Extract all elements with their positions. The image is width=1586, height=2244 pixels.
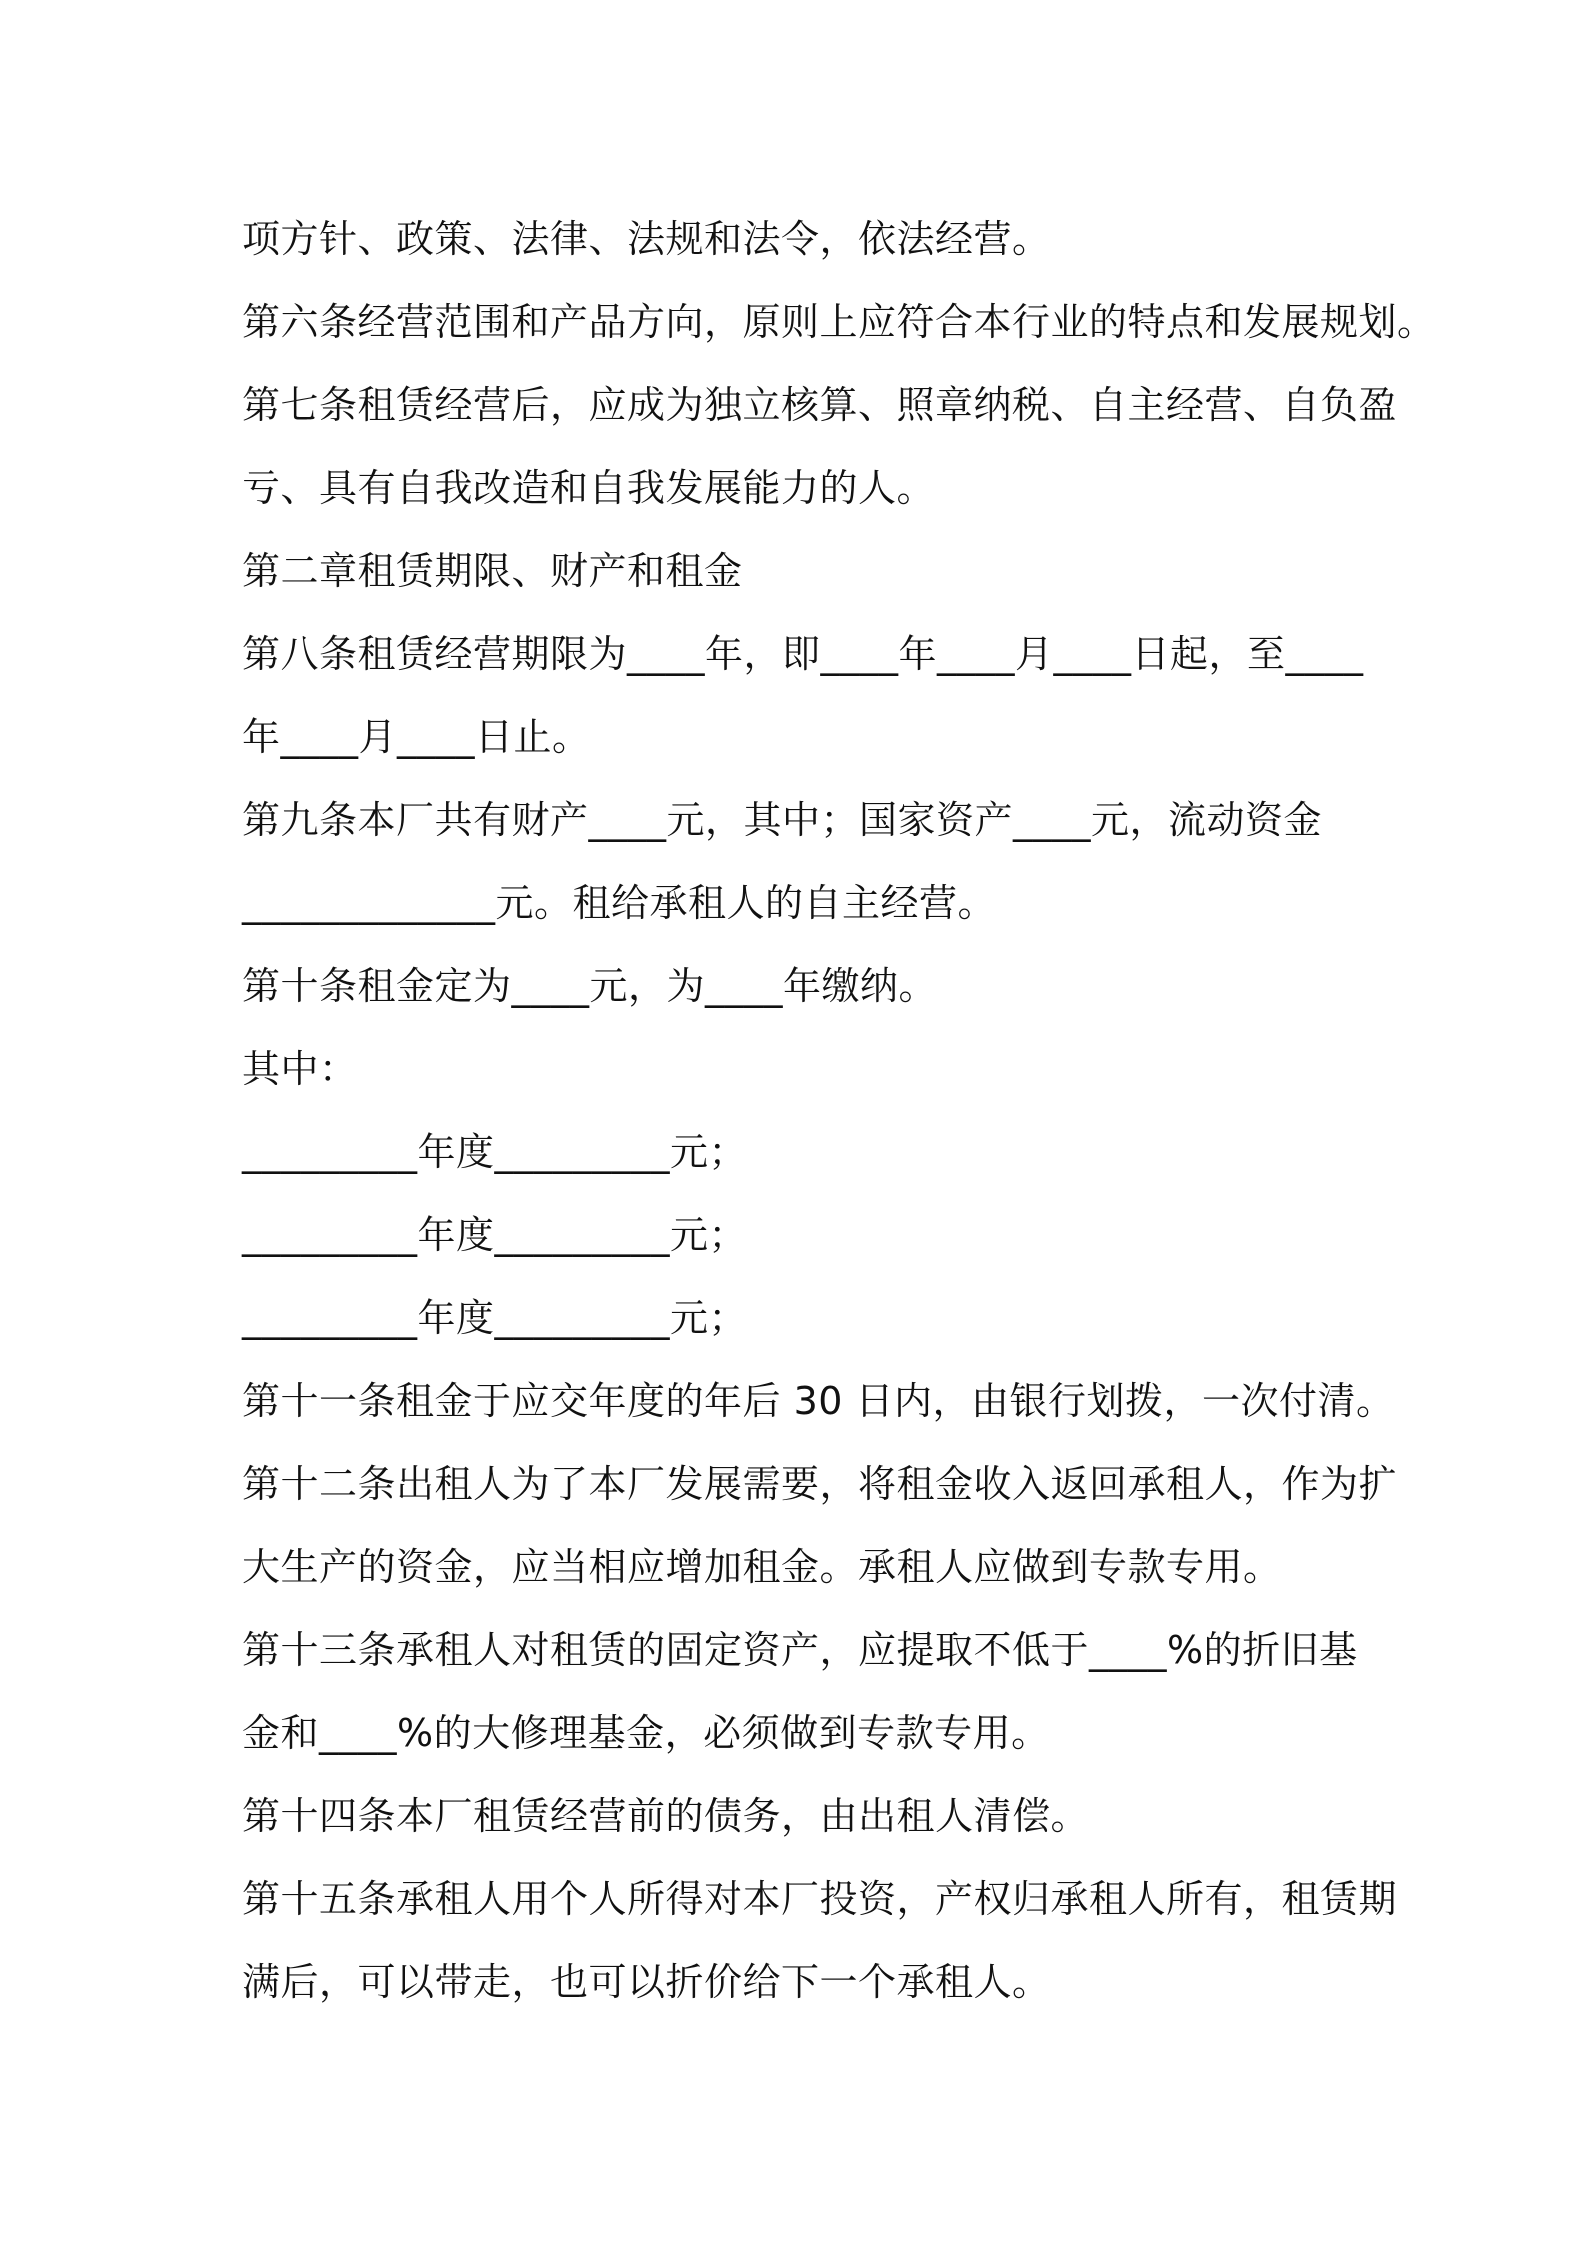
text-line: 其中： <box>242 1047 358 1091</box>
text-line: _____________元。租给承租人的自主经营。 <box>242 881 997 925</box>
text-line: 第七条租赁经营后，应成为独立核算、照章纳税、自主经营、自负盈 <box>242 383 1398 427</box>
text-line: 第十二条出租人为了本厂发展需要，将租金收入返回承租人，作为扩 <box>242 1462 1398 1506</box>
text-line: 第十五条承租人用个人所得对本厂投资，产权归承租人所有，租赁期 <box>242 1877 1398 1921</box>
document-body <box>242 198 1436 2024</box>
text-line: 第八条租赁经营期限为____年，即____年____月____日起，至____ <box>242 632 1364 676</box>
rent-year-line: _________年度_________元； <box>242 1296 748 1340</box>
text-line: 大生产的资金，应当相应增加租金。承租人应做到专款专用。 <box>242 1545 1282 1589</box>
text-line: 第十一条租金于应交年度的年后 30 日内，由银行划拨，一次付清。 <box>242 1379 1395 1423</box>
text-line: 年____月____日止。 <box>242 715 591 759</box>
rent-year-line: _________年度_________元； <box>242 1213 748 1257</box>
rent-year-line: _________年度_________元； <box>242 1130 748 1174</box>
text-line: 第九条本厂共有财产____元，其中；国家资产____元，流动资金 <box>242 798 1323 842</box>
chapter-heading: 第二章租赁期限、财产和租金 <box>242 549 743 593</box>
text-line: 金和____%的大修理基金，必须做到专款专用。 <box>242 1711 1050 1755</box>
text-line: 项方针、政策、法律、法规和法令，依法经营。 <box>242 217 1051 261</box>
text-line: 满后，可以带走，也可以折价给下一个承租人。 <box>242 1960 1051 2004</box>
text-line: 亏、具有自我改造和自我发展能力的人。 <box>242 466 936 510</box>
text-line: 第十三条承租人对租赁的固定资产，应提取不低于____%的折旧基 <box>242 1628 1358 1672</box>
text-line: 第十条租金定为____元，为____年缴纳。 <box>242 964 938 1008</box>
text-line: 第六条经营范围和产品方向，原则上应符合本行业的特点和发展规划。 <box>242 300 1436 344</box>
text-line: 第十四条本厂租赁经营前的债务，由出租人清偿。 <box>242 1794 1090 1838</box>
